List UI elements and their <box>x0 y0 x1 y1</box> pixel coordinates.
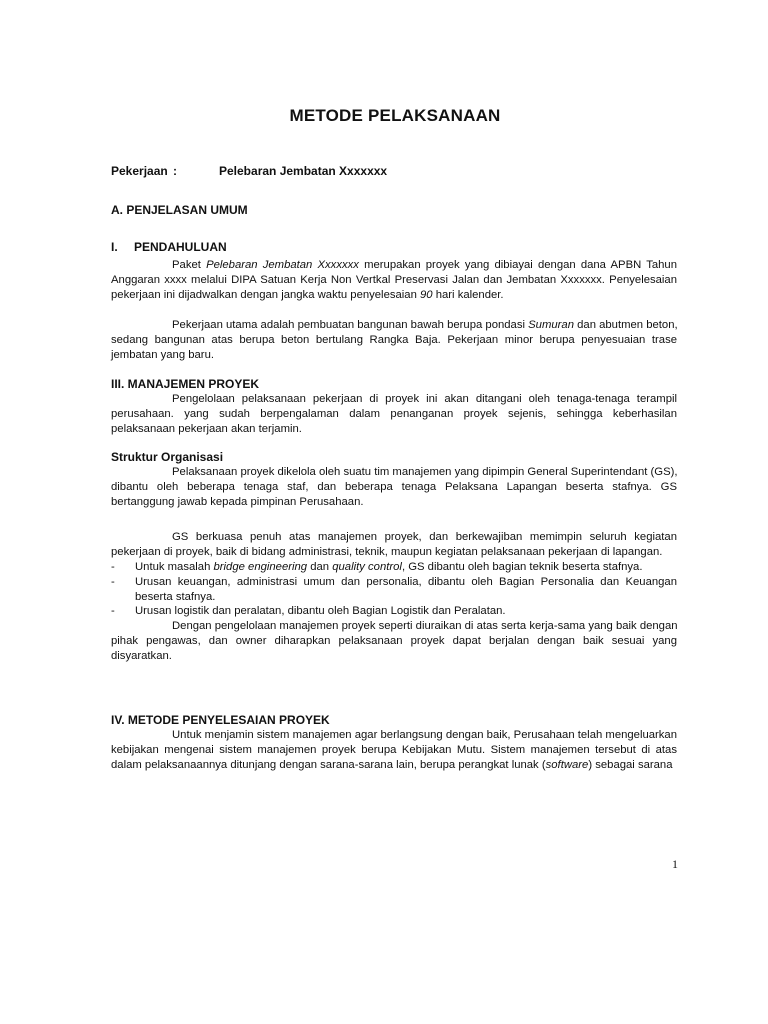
bullet-dash: - <box>111 561 115 573</box>
text-line: Pekerjaan utama adalah pembuatan bangunan bawah berupa pondasi Sumuran dan abutmen beton, <box>172 319 678 331</box>
bullet-dash: - <box>111 605 115 617</box>
page-title: METODE PELAKSANAAN <box>289 106 501 125</box>
manajemen-paragraph-closing <box>111 619 677 665</box>
text-line: jembatan yang baru. <box>111 349 214 362</box>
text-line: Urusan keuangan, administrasi umum dan personalia, dibantu oleh Bagian Personalia dan Keuangan <box>135 576 677 588</box>
text-line: Urusan logistik dan peralatan, dibantu oleh Bagian Logistik dan Peralatan. <box>135 605 506 617</box>
struktur-paragraph-2 <box>111 530 677 560</box>
text-line: GS berkuasa penuh atas manajemen proyek, dan berkewajiban memimpin seluruh kegiatan <box>172 531 677 543</box>
section-1-number: I. <box>111 240 118 254</box>
text-line: Untuk menjamin sistem manajemen agar berlangsung dengan baik, Perusahaan telah mengeluarkan <box>172 729 677 741</box>
italic-text: software <box>545 759 589 772</box>
bullet-text <box>135 560 677 575</box>
text-line: Dengan pengelolaan manajemen proyek seperti diuraikan di atas serta kerja-sama yang baik dengan <box>172 620 678 632</box>
bullet-text <box>135 604 677 619</box>
text-line: Untuk masalah bridge engineering dan quality control, GS dibantu oleh bagian teknik beserta stafnya. <box>135 561 643 573</box>
text-line: sedang bangunan atas berupa beton bertulang Rangka Baja. Pekerjaan minor berupa penyesuaian trase <box>111 334 677 347</box>
bullet-item <box>111 604 677 620</box>
text-line: Anggaran xxxx melalui DIPA Satuan Kerja Non Vertkal Preservasi Jalan dan Jembatan Xxxxxxx. Penyelesaian <box>111 274 677 287</box>
page-number: 1 <box>672 857 678 871</box>
struktur-paragraph-1 <box>111 465 677 511</box>
text-line: pekerjaan ini dijadwalkan dengan jangka waktu penyelesaian 90 hari kalender. <box>111 289 504 302</box>
text-line: perusahaan. yang sudah berpengalaman dalam penanganan proyek sejenis, sehingga keberhasilan <box>111 408 677 421</box>
bullet-item <box>111 560 677 576</box>
italic-text: quality control <box>332 561 402 573</box>
bullet-text <box>135 575 677 605</box>
pekerjaan-label: Pekerjaan <box>111 164 168 178</box>
text-line: dibantu oleh beberapa tenaga staf, dan beberapa tenaga Pelaksana Lapangan beserta stafnya. GS <box>111 481 677 494</box>
text-line: dalam pelaksanaannya ditunjang dengan sarana-sarana lain, berupa perangkat lunak (software) sebagai sarana <box>111 759 673 772</box>
text-line: Paket Pelebaran Jembatan Xxxxxxx merupakan proyek yang dibiayai dengan dana APBN Tahun <box>172 259 678 271</box>
italic-text: 90 <box>420 289 433 302</box>
metode-paragraph-1 <box>111 728 677 774</box>
text-line: Pelaksanaan proyek dikelola oleh suatu tim manajemen yang dipimpin General Superintendant (GS), <box>172 466 678 478</box>
text-line: pihak pengawas, dan owner diharapkan pelaksanaan proyek dapat berjalan dengan baik sesuai yang <box>111 635 677 648</box>
bullet-dash: - <box>111 576 115 588</box>
manajemen-paragraph-1 <box>111 392 677 438</box>
italic-text: Sumuran <box>528 319 574 331</box>
text-line: pekerjaan di proyek, baik di bidang administrasi, teknik, maupun kegiatan pelaksanaan pekerjaan di lapangan. <box>111 546 663 559</box>
section-1-heading: PENDAHULUAN <box>134 240 227 254</box>
pekerjaan-colon: : <box>173 164 177 178</box>
pekerjaan-value: Pelebaran Jembatan Xxxxxxx <box>219 164 388 178</box>
text-line: kebijakan mengenai sistem manajemen proyek berupa Kebijakan Mutu. Sistem manajemen tersebut di atas <box>111 744 677 757</box>
text-line: Pengelolaan pelaksanaan pekerjaan di proyek ini akan ditangani oleh tenaga-tenaga terampil <box>172 393 677 405</box>
text-line: beserta stafnya. <box>135 591 216 604</box>
section-3-heading: III. MANAJEMEN PROYEK <box>111 377 260 391</box>
text-line: pelaksanaan pekerjaan akan terjamin. <box>111 423 302 436</box>
italic-text: Pelebaran Jembatan Xxxxxxx <box>206 259 359 271</box>
section-4-heading: IV. METODE PENYELESAIAN PROYEK <box>111 713 330 727</box>
section-a-heading: A. PENJELASAN UMUM <box>111 203 248 217</box>
pendahuluan-paragraph-2 <box>111 318 677 364</box>
struktur-organisasi-heading: Struktur Organisasi <box>111 450 224 464</box>
pendahuluan-paragraph-1 <box>111 258 677 304</box>
text-line: bertanggung jawab kepada pimpinan Perusahaan. <box>111 496 364 509</box>
text-line: disyaratkan. <box>111 650 172 663</box>
bullet-item <box>111 575 677 606</box>
italic-text: bridge engineering <box>213 561 308 573</box>
